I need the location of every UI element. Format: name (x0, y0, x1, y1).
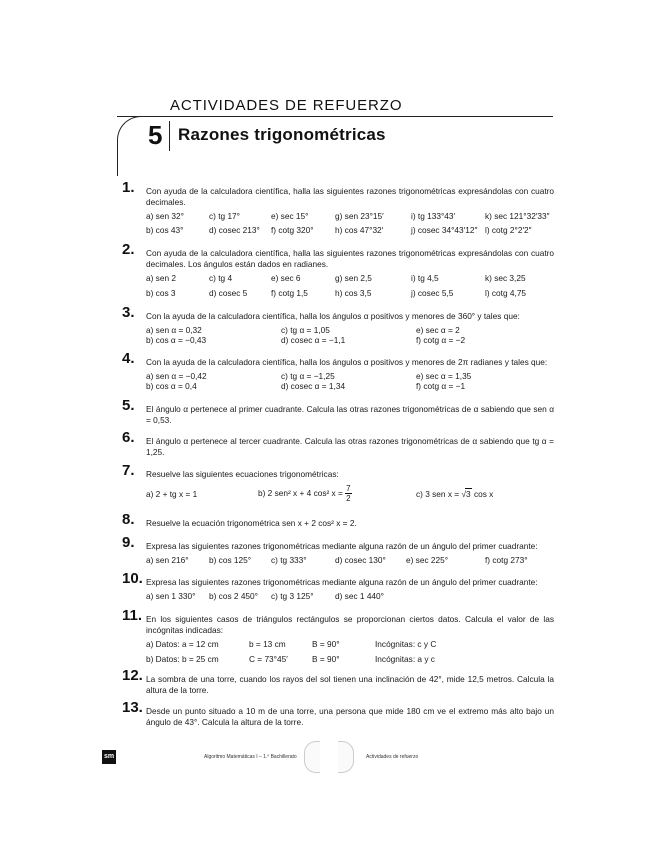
item: f) cotg 320° (271, 225, 314, 235)
exercise-number: 11. (122, 607, 143, 624)
item: a) sen 32° (146, 211, 184, 221)
exercise-number: 9. (122, 534, 135, 551)
item: f) cotg 1,5 (271, 288, 308, 298)
exercise-number: 5. (122, 397, 135, 414)
fraction-denominator: 2 (346, 494, 351, 503)
footer-tab-mask (320, 741, 338, 773)
item: b) cos 43° (146, 225, 184, 235)
table-cell: C = 73°45′ (249, 654, 288, 664)
table-cell: Incógnitas: a y c (375, 654, 435, 664)
exercise-number: 2. (122, 241, 135, 258)
item: a) sen 216° (146, 555, 189, 565)
fraction-numerator: 7 (346, 484, 351, 493)
item: d) cosec 5 (209, 288, 248, 298)
item: j) cosec 5,5 (411, 288, 454, 298)
item: c) tg 3 125° (271, 591, 314, 601)
item: c) tg α = 1,05 (281, 325, 330, 335)
equation-c (416, 488, 493, 500)
unit-separator (169, 121, 170, 151)
item: d) sec 1 440° (335, 591, 384, 601)
item: a) sen 1 330° (146, 591, 196, 601)
exercise-text: Expresa las siguientes razones trigonométricas mediante alguna razón de un ángulo del primer cuadrante: (146, 541, 538, 551)
exercise-number: 3. (122, 304, 135, 321)
sqrt-icon: √ (461, 489, 466, 499)
equation-c-left: c) 3 sen x = (416, 489, 460, 499)
item: f) cotg α = −2 (416, 335, 466, 345)
exercise-number: 13. (122, 699, 143, 716)
item: c) tg 17° (209, 211, 240, 221)
item: e) sec α = 1,35 (416, 371, 472, 381)
exercise-number: 4. (122, 350, 135, 367)
item: b) cos α = 0,4 (146, 381, 197, 391)
item: k) sec 3,25 (485, 273, 526, 283)
item: f) cotg α = −1 (416, 381, 466, 391)
exercise-text: El ángulo α pertenece al tercer cuadrante. Calcula las otras razones trigonométricas de α sabiendo que tg α = 1,25. (146, 436, 554, 457)
item: j) cosec 34°43′12″ (411, 225, 478, 235)
item: g) sen 2,5 (335, 273, 372, 283)
item: l) cotg 4,75 (485, 288, 527, 298)
exercise-number: 6. (122, 429, 135, 446)
exercise-text: Con ayuda de la calculadora científica, halla las siguientes razones trigonométricas expresándolas con cuatro decimales. Los ángulos están dados en radianes. (146, 248, 554, 269)
exercise-number: 8. (122, 511, 135, 528)
item: l) cotg 2°2′2″ (485, 225, 532, 235)
exercise-text: Resuelve las siguientes ecuaciones trigonométricas: (146, 469, 339, 479)
item: b) cos α = −0,43 (146, 335, 207, 345)
item: e) sec α = 2 (416, 325, 460, 335)
exercise-text: Con ayuda de la calculadora científica, halla las siguientes razones trigonométricas expresándolas con cuatro decimales. (146, 186, 554, 207)
exercise-text: Resuelve la ecuación trigonométrica sen x + 2 cos² x = 2. (146, 518, 357, 528)
item: c) tg α = −1,25 (281, 371, 335, 381)
item: e) sec 15° (271, 211, 309, 221)
publisher-logo: sm (102, 750, 116, 764)
exercise-number: 10. (122, 570, 143, 587)
item: d) cosec α = −1,1 (281, 335, 346, 345)
exercise-number: 7. (122, 462, 135, 479)
footer-section: Actividades de refuerzo (366, 754, 419, 760)
sqrt-radicand: 3 (466, 489, 471, 499)
unit-title: Razones trigonométricas (178, 125, 386, 144)
exercise-text: Con la ayuda de la calculadora científica, halla los ángulos α positivos y menores de 360° y tales que: (146, 311, 520, 321)
item: d) cosec α = 1,34 (281, 381, 346, 391)
exercise-number: 1. (122, 179, 135, 196)
item: e) sec 6 (271, 273, 301, 283)
item: c) tg 333° (271, 555, 307, 565)
table-cell: B = 90° (312, 654, 340, 664)
item: h) cos 47°32′ (335, 225, 384, 235)
item: g) sen 23°15′ (335, 211, 384, 221)
header-rule (117, 116, 553, 117)
item: a) sen α = 0,32 (146, 325, 202, 335)
item: a) sen α = −0,42 (146, 371, 207, 381)
equation-c-right: cos x (473, 489, 494, 499)
table-cell: B = 90° (312, 639, 340, 649)
exercise-text: Expresa las siguientes razones trigonométricas mediante alguna razón de un ángulo del primer cuadrante: (146, 577, 538, 587)
unit-number: 5 (148, 120, 163, 150)
item: a) 2 + tg x = 1 (146, 489, 198, 499)
item: i) tg 4,5 (411, 273, 439, 283)
item: c) tg 4 (209, 273, 233, 283)
table-cell: b) Datos: b = 25 cm (146, 654, 219, 664)
exercise-text: La sombra de una torre, cuando los rayos del sol tienen una inclinación de 42°, mide 12,5 metros. Calcula la altura de la torre. (146, 674, 554, 695)
footer-book-title: Algoritmo Matemáticas I – 1.º Bachillerato (204, 754, 297, 760)
item: b) cos 2 450° (209, 591, 258, 601)
section-header (152, 96, 532, 116)
exercise-number: 12. (122, 667, 143, 684)
exercise-text: Con la ayuda de la calculadora científica, halla los ángulos α positivos y menores de 2π radianes y tales que: (146, 357, 548, 367)
item: i) tg 133°43′ (411, 211, 456, 221)
fraction (345, 484, 351, 503)
item: e) sec 225° (406, 555, 449, 565)
item: b) cos 125° (209, 555, 252, 565)
item: h) cos 3,5 (335, 288, 372, 298)
exercise-text: El ángulo α pertenece al primer cuadrante. Calcula las otras razones trigonométricas de α sabiendo que sen α = 0,53. (146, 404, 554, 425)
exercise-text: Desde un punto situado a 10 m de una torre, una persona que mide 180 cm ve el extremo más alto bajo un ángulo de 43°. Calcula la altura de la torre. (146, 706, 554, 727)
equation-b-left: b) 2 sen² x + 4 cos² x = (258, 488, 343, 498)
item: d) cosec 213° (209, 225, 260, 235)
section-title: ACTIVIDADES DE REFUERZO (170, 97, 403, 114)
table-cell: a) Datos: a = 12 cm (146, 639, 219, 649)
table-cell: Incógnitas: c y C (375, 639, 437, 649)
item: b) cos 3 (146, 288, 176, 298)
item: f) cotg 273° (485, 555, 528, 565)
item: a) sen 2 (146, 273, 176, 283)
header-bracket (117, 116, 147, 176)
item: k) sec 121°32′33″ (485, 211, 550, 221)
equation-b (258, 484, 352, 503)
item: d) cosec 130° (335, 555, 386, 565)
table-cell: b = 13 cm (249, 639, 286, 649)
exercise-text: En los siguientes casos de triángulos rectángulos se proporcionan ciertos datos. Calcula el valor de las incógnitas indicadas: (146, 614, 554, 635)
